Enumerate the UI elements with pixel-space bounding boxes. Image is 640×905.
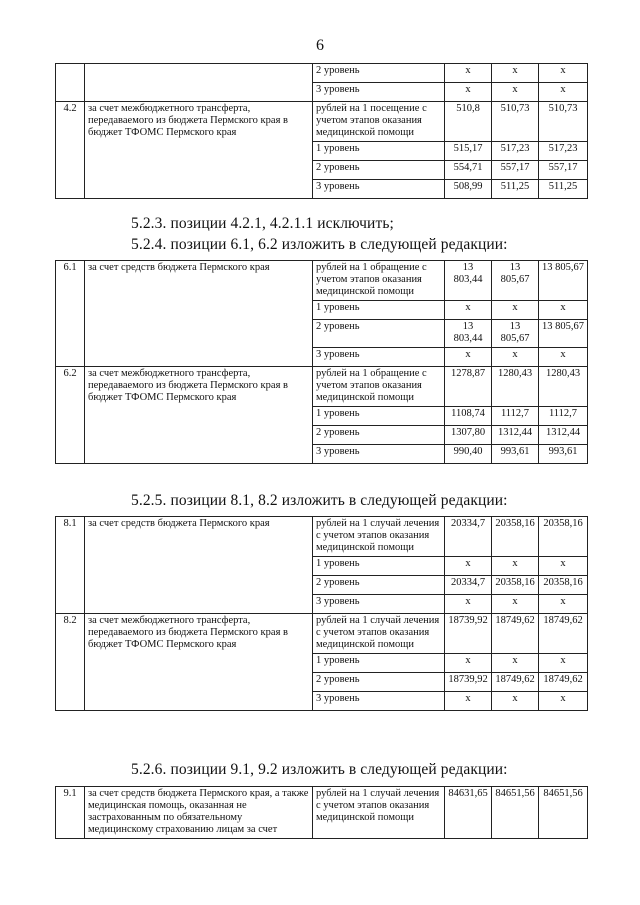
funding-source: за счет межбюджетного трансферта, передаваемого из бюджета Пермского края в бюджет ТФОМС Пермского края [85, 102, 313, 199]
value-year-2: 13 805,67 [492, 320, 539, 348]
value-year-1: 1307,80 [445, 426, 492, 445]
funding-source: за счет средств бюджета Пермского края [85, 517, 313, 614]
value-year-1: х [445, 654, 492, 673]
value-year-1: 20334,7 [445, 576, 492, 595]
position-number: 8.1 [56, 517, 85, 614]
level-label: 2 уровень [313, 673, 445, 692]
value-year-3: 510,73 [539, 102, 588, 142]
table-row-position [56, 102, 588, 142]
value-year-3: х [539, 557, 588, 576]
value-year-3: 557,17 [539, 161, 588, 180]
unit-of-measure: рублей на 1 обращение с учетом этапов оказания медицинской помощи [313, 261, 445, 301]
unit-of-measure: рублей на 1 случай лечения с учетом этапов оказания медицинской помощи [313, 787, 445, 839]
value-year-2: 993,61 [492, 445, 539, 464]
value-year-3: 1312,44 [539, 426, 588, 445]
value-year-2: 1312,44 [492, 426, 539, 445]
unit-of-measure: рублей на 1 посещение с учетом этапов оказания медицинской помощи [313, 102, 445, 142]
level-label: 3 уровень [313, 83, 445, 102]
value-year-3: 1280,43 [539, 367, 588, 407]
value-year-1: 508,99 [445, 180, 492, 199]
value-year-2: х [492, 348, 539, 367]
heading-5-2-3: 5.2.3. позиции 4.2.1, 4.2.1.1 исключить; [131, 215, 394, 232]
value-year-3: 20358,16 [539, 576, 588, 595]
funding-source: за счет межбюджетного трансферта, передаваемого из бюджета Пермского края в бюджет ТФОМС Пермского края [85, 614, 313, 711]
heading-5-2-5: 5.2.5. позиции 8.1, 8.2 изложить в следующей редакции: [131, 492, 508, 509]
value-year-2: 1280,43 [492, 367, 539, 407]
level-label: 2 уровень [313, 426, 445, 445]
value-year-3: х [539, 301, 588, 320]
value-year-1: х [445, 692, 492, 711]
value-year-2: х [492, 64, 539, 83]
table-row-position [56, 367, 588, 407]
position-number: 6.2 [56, 367, 85, 464]
position-number: 4.2 [56, 102, 85, 199]
value-year-1: 510,8 [445, 102, 492, 142]
value-year-1: 18739,92 [445, 614, 492, 654]
value-year-2: 511,25 [492, 180, 539, 199]
funding-source: за счет средств бюджета Пермского края, а также медицинская помощь, оказанная не застрахованным по обязательному медицинскому страхованию лицам за счет [85, 787, 313, 839]
value-year-2: 1112,7 [492, 407, 539, 426]
value-year-2: 510,73 [492, 102, 539, 142]
value-year-1: 1278,87 [445, 367, 492, 407]
value-year-2: 20358,16 [492, 517, 539, 557]
value-year-1: х [445, 348, 492, 367]
table-row-level [56, 64, 588, 83]
position-number: 6.1 [56, 261, 85, 367]
value-year-1: 20334,7 [445, 517, 492, 557]
value-year-1: 13 803,44 [445, 261, 492, 301]
level-label: 3 уровень [313, 692, 445, 711]
value-year-1: х [445, 64, 492, 83]
norms-table-9 [55, 786, 588, 839]
value-year-3: 20358,16 [539, 517, 588, 557]
value-year-3: х [539, 595, 588, 614]
level-label: 2 уровень [313, 161, 445, 180]
value-year-3: 84651,56 [539, 787, 588, 839]
value-year-1: 13 803,44 [445, 320, 492, 348]
table-row-position [56, 261, 588, 301]
heading-5-2-4: 5.2.4. позиции 6.1, 6.2 изложить в следующей редакции: [131, 236, 508, 253]
level-label: 2 уровень [313, 576, 445, 595]
value-year-1: х [445, 557, 492, 576]
value-year-2: х [492, 301, 539, 320]
value-year-3: х [539, 64, 588, 83]
funding-source [85, 64, 313, 102]
position-number [56, 64, 85, 102]
value-year-3: 1112,7 [539, 407, 588, 426]
value-year-1: 1108,74 [445, 407, 492, 426]
value-year-3: х [539, 348, 588, 367]
value-year-1: 515,17 [445, 142, 492, 161]
value-year-3: 993,61 [539, 445, 588, 464]
value-year-1: 554,71 [445, 161, 492, 180]
norms-table-8 [55, 516, 588, 711]
value-year-3: 511,25 [539, 180, 588, 199]
value-year-2: х [492, 557, 539, 576]
value-year-2: 18749,62 [492, 673, 539, 692]
norms-table-4 [55, 63, 588, 199]
value-year-2: х [492, 595, 539, 614]
unit-of-measure: рублей на 1 случай лечения с учетом этапов оказания медицинской помощи [313, 614, 445, 654]
value-year-3: 18749,62 [539, 614, 588, 654]
position-number: 8.2 [56, 614, 85, 711]
page-number: 6 [316, 37, 324, 54]
value-year-2: 13 805,67 [492, 261, 539, 301]
level-label: 2 уровень [313, 320, 445, 348]
value-year-2: х [492, 654, 539, 673]
value-year-3: 18749,62 [539, 673, 588, 692]
funding-source: за счет средств бюджета Пермского края [85, 261, 313, 367]
level-label: 2 уровень [313, 64, 445, 83]
value-year-2: х [492, 83, 539, 102]
level-label: 1 уровень [313, 557, 445, 576]
value-year-2: 20358,16 [492, 576, 539, 595]
level-label: 3 уровень [313, 595, 445, 614]
value-year-1: х [445, 595, 492, 614]
value-year-1: х [445, 301, 492, 320]
value-year-1: х [445, 83, 492, 102]
value-year-3: х [539, 83, 588, 102]
value-year-1: 18739,92 [445, 673, 492, 692]
value-year-3: х [539, 654, 588, 673]
value-year-3: 13 805,67 [539, 261, 588, 301]
level-label: 3 уровень [313, 445, 445, 464]
level-label: 1 уровень [313, 407, 445, 426]
value-year-1: 990,40 [445, 445, 492, 464]
table-row-position [56, 614, 588, 654]
heading-5-2-6: 5.2.6. позиции 9.1, 9.2 изложить в следующей редакции: [131, 761, 508, 778]
position-number: 9.1 [56, 787, 85, 839]
norms-table-6 [55, 260, 588, 464]
value-year-3: 13 805,67 [539, 320, 588, 348]
level-label: 3 уровень [313, 348, 445, 367]
unit-of-measure: рублей на 1 случай лечения с учетом этапов оказания медицинской помощи [313, 517, 445, 557]
unit-of-measure: рублей на 1 обращение с учетом этапов оказания медицинской помощи [313, 367, 445, 407]
value-year-2: 84651,56 [492, 787, 539, 839]
level-label: 3 уровень [313, 180, 445, 199]
value-year-2: 517,23 [492, 142, 539, 161]
value-year-1: 84631,65 [445, 787, 492, 839]
table-row-position [56, 517, 588, 557]
level-label: 1 уровень [313, 301, 445, 320]
value-year-3: х [539, 692, 588, 711]
value-year-2: 557,17 [492, 161, 539, 180]
table-row-position [56, 787, 588, 839]
value-year-2: 18749,62 [492, 614, 539, 654]
funding-source: за счет межбюджетного трансферта, передаваемого из бюджета Пермского края в бюджет ТФОМС Пермского края [85, 367, 313, 464]
value-year-2: х [492, 692, 539, 711]
level-label: 1 уровень [313, 654, 445, 673]
level-label: 1 уровень [313, 142, 445, 161]
value-year-3: 517,23 [539, 142, 588, 161]
